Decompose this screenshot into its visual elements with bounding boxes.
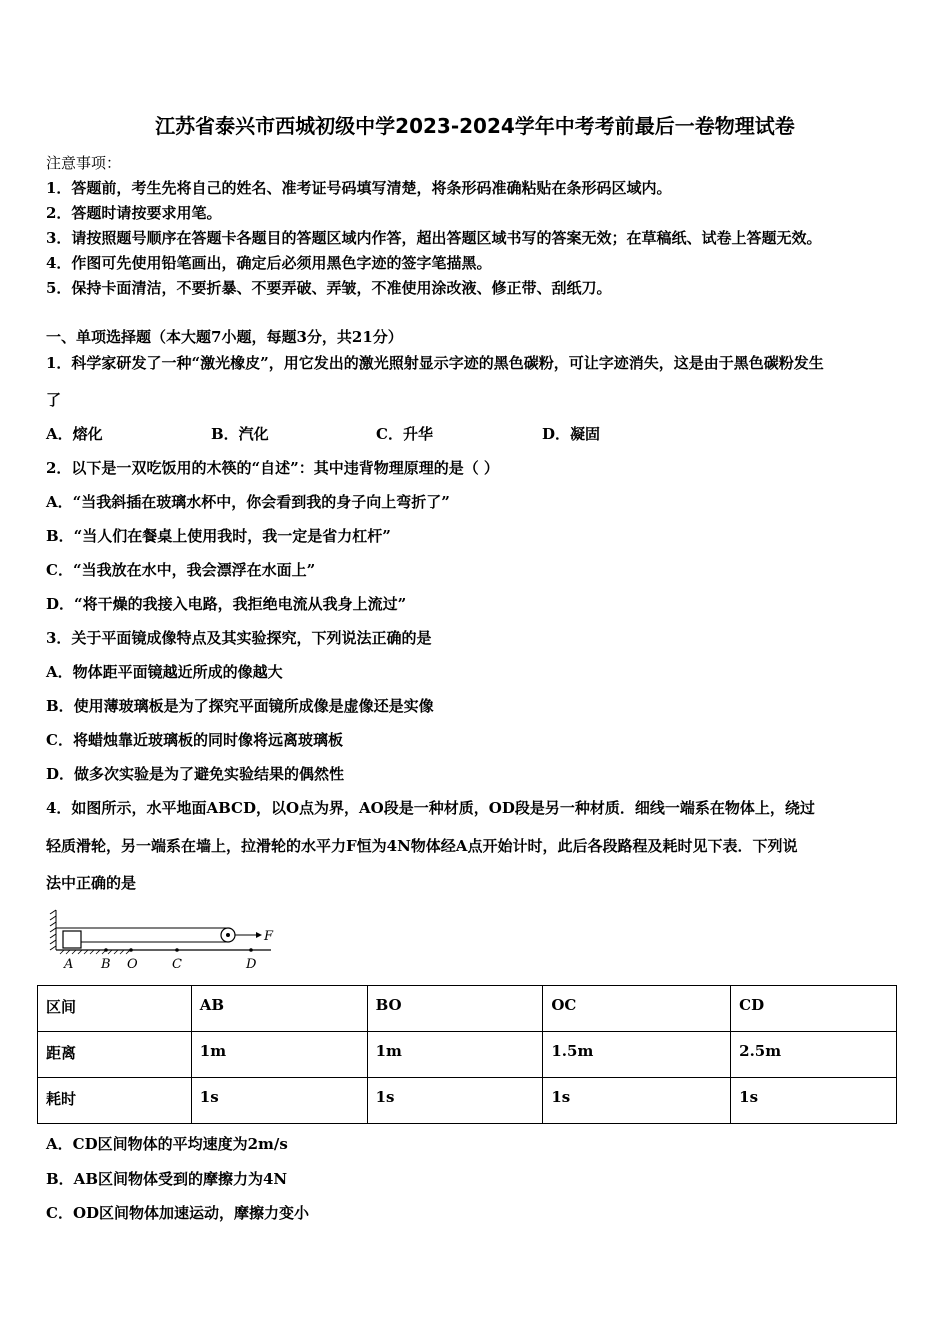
table-cell: 2.5m <box>731 1032 897 1078</box>
table-cell: 耗时 <box>38 1078 192 1124</box>
table-cell: AB <box>191 986 367 1032</box>
notice-item: 2．答题时请按要求用笔。 <box>46 204 222 222</box>
table-row <box>38 986 897 1032</box>
label-o: O <box>127 957 138 972</box>
q3-option-d: D．做多次实验是为了避免实验结果的偶然性 <box>46 765 345 783</box>
table-row <box>38 1078 897 1124</box>
notice-item: 4．作图可先使用铅笔画出，确定后必须用黑色字迹的签字笔描黑。 <box>46 254 492 272</box>
q3-option-a: A．物体距平面镜越近所成的像越大 <box>46 663 283 681</box>
data-table <box>37 985 897 1124</box>
q3-stem: 3．关于平面镜成像特点及其实验探究，下列说法正确的是 <box>46 629 432 647</box>
q4-option-a: A．CD区间物体的平均速度为2m/s <box>46 1135 288 1153</box>
block <box>63 931 81 948</box>
table-cell: 1m <box>367 1032 543 1078</box>
point-c <box>175 948 179 952</box>
q1-option-d: D．凝固 <box>542 425 601 443</box>
section-heading: 一、单项选择题（本大题7小题，每题3分，共21分） <box>46 328 403 346</box>
q1-option-a: A．熔化 <box>46 425 103 443</box>
label-b: B <box>101 957 111 972</box>
point-o <box>129 948 133 952</box>
notice-heading: 注意事项： <box>46 154 122 172</box>
wall <box>50 910 56 950</box>
q4-stem-line3: 法中正确的是 <box>46 874 137 892</box>
q3-option-b: B．使用薄玻璃板是为了探究平面镜所成像是虚像还是实像 <box>46 697 434 715</box>
table-cell: 距离 <box>38 1032 192 1078</box>
force-arrowhead <box>256 932 262 938</box>
q1-stem-line2: 了 <box>46 391 62 409</box>
table-cell: 1s <box>543 1078 731 1124</box>
table-cell: 1s <box>367 1078 543 1124</box>
table-cell: BO <box>367 986 543 1032</box>
q2-option-a: A．“当我斜插在玻璃水杯中，你会看到我的身子向上弯折了” <box>46 493 450 511</box>
label-d: D <box>246 957 257 972</box>
notice-item: 5．保持卡面清洁，不要折暴、不要弄破、弄皱，不准使用涂改液、修正带、刮纸刀。 <box>46 279 612 297</box>
page-title: 江苏省泰兴市西城初级中学2023-2024学年中考考前最后一卷物理试卷 <box>155 114 795 138</box>
table-cell: 1s <box>731 1078 897 1124</box>
table-cell: 1m <box>191 1032 367 1078</box>
q1-option-b: B．汽化 <box>211 425 269 443</box>
q1-stem-line1: 1．科学家研发了一种“激光橡皮”，用它发出的激光照射显示字迹的黑色碳粉，可让字迹消失，这是由于黑色碳粉发生 <box>46 354 824 372</box>
q4-stem-line2: 轻质滑轮，另一端系在墙上，拉滑轮的水平力F恒为4N物体经A点开始计时，此后各段路程及耗时见下表．下列说 <box>46 837 798 855</box>
table-cell: 1s <box>191 1078 367 1124</box>
table-cell: 区间 <box>38 986 192 1032</box>
table-cell: CD <box>731 986 897 1032</box>
table-cell: 1.5m <box>543 1032 731 1078</box>
point-b <box>104 948 108 952</box>
q1-option-c: C．升华 <box>376 425 433 443</box>
pulley-axle <box>226 933 230 937</box>
q4-option-c: C．OD区间物体加速运动，摩擦力变小 <box>46 1204 310 1222</box>
table-cell: OC <box>543 986 731 1032</box>
pulley-diagram <box>46 905 286 973</box>
point-d <box>249 948 253 952</box>
label-f: F <box>264 929 274 944</box>
q2-option-b: B．“当人们在餐桌上使用我时，我一定是省力杠杆” <box>46 527 391 545</box>
table-row <box>38 1032 897 1078</box>
q2-option-c: C．“当我放在水中，我会漂浮在水面上” <box>46 561 316 579</box>
label-c: C <box>172 957 182 972</box>
q2-stem: 2．以下是一双吃饭用的木筷的“自述”：其中违背物理原理的是（ ） <box>46 459 499 477</box>
q3-option-c: C．将蜡烛靠近玻璃板的同时像将远离玻璃板 <box>46 731 343 749</box>
notice-item: 1．答题前，考生先将自己的姓名、准考证号码填写清楚，将条形码准确粘贴在条形码区域内。 <box>46 179 672 197</box>
q4-stem-line1: 4．如图所示，水平地面ABCD，以O点为界，AO段是一种材质，OD段是另一种材质．细线一端系在物体上，绕过 <box>46 799 815 817</box>
label-a: A <box>64 957 74 972</box>
q4-option-b: B．AB区间物体受到的摩擦力为4N <box>46 1170 288 1188</box>
q2-option-d: D．“将干燥的我接入电路，我拒绝电流从我身上流过” <box>46 595 407 613</box>
notice-item: 3．请按照题号顺序在答题卡各题目的答题区域内作答，超出答题区域书写的答案无效；在草稿纸、试卷上答题无效。 <box>46 229 822 247</box>
